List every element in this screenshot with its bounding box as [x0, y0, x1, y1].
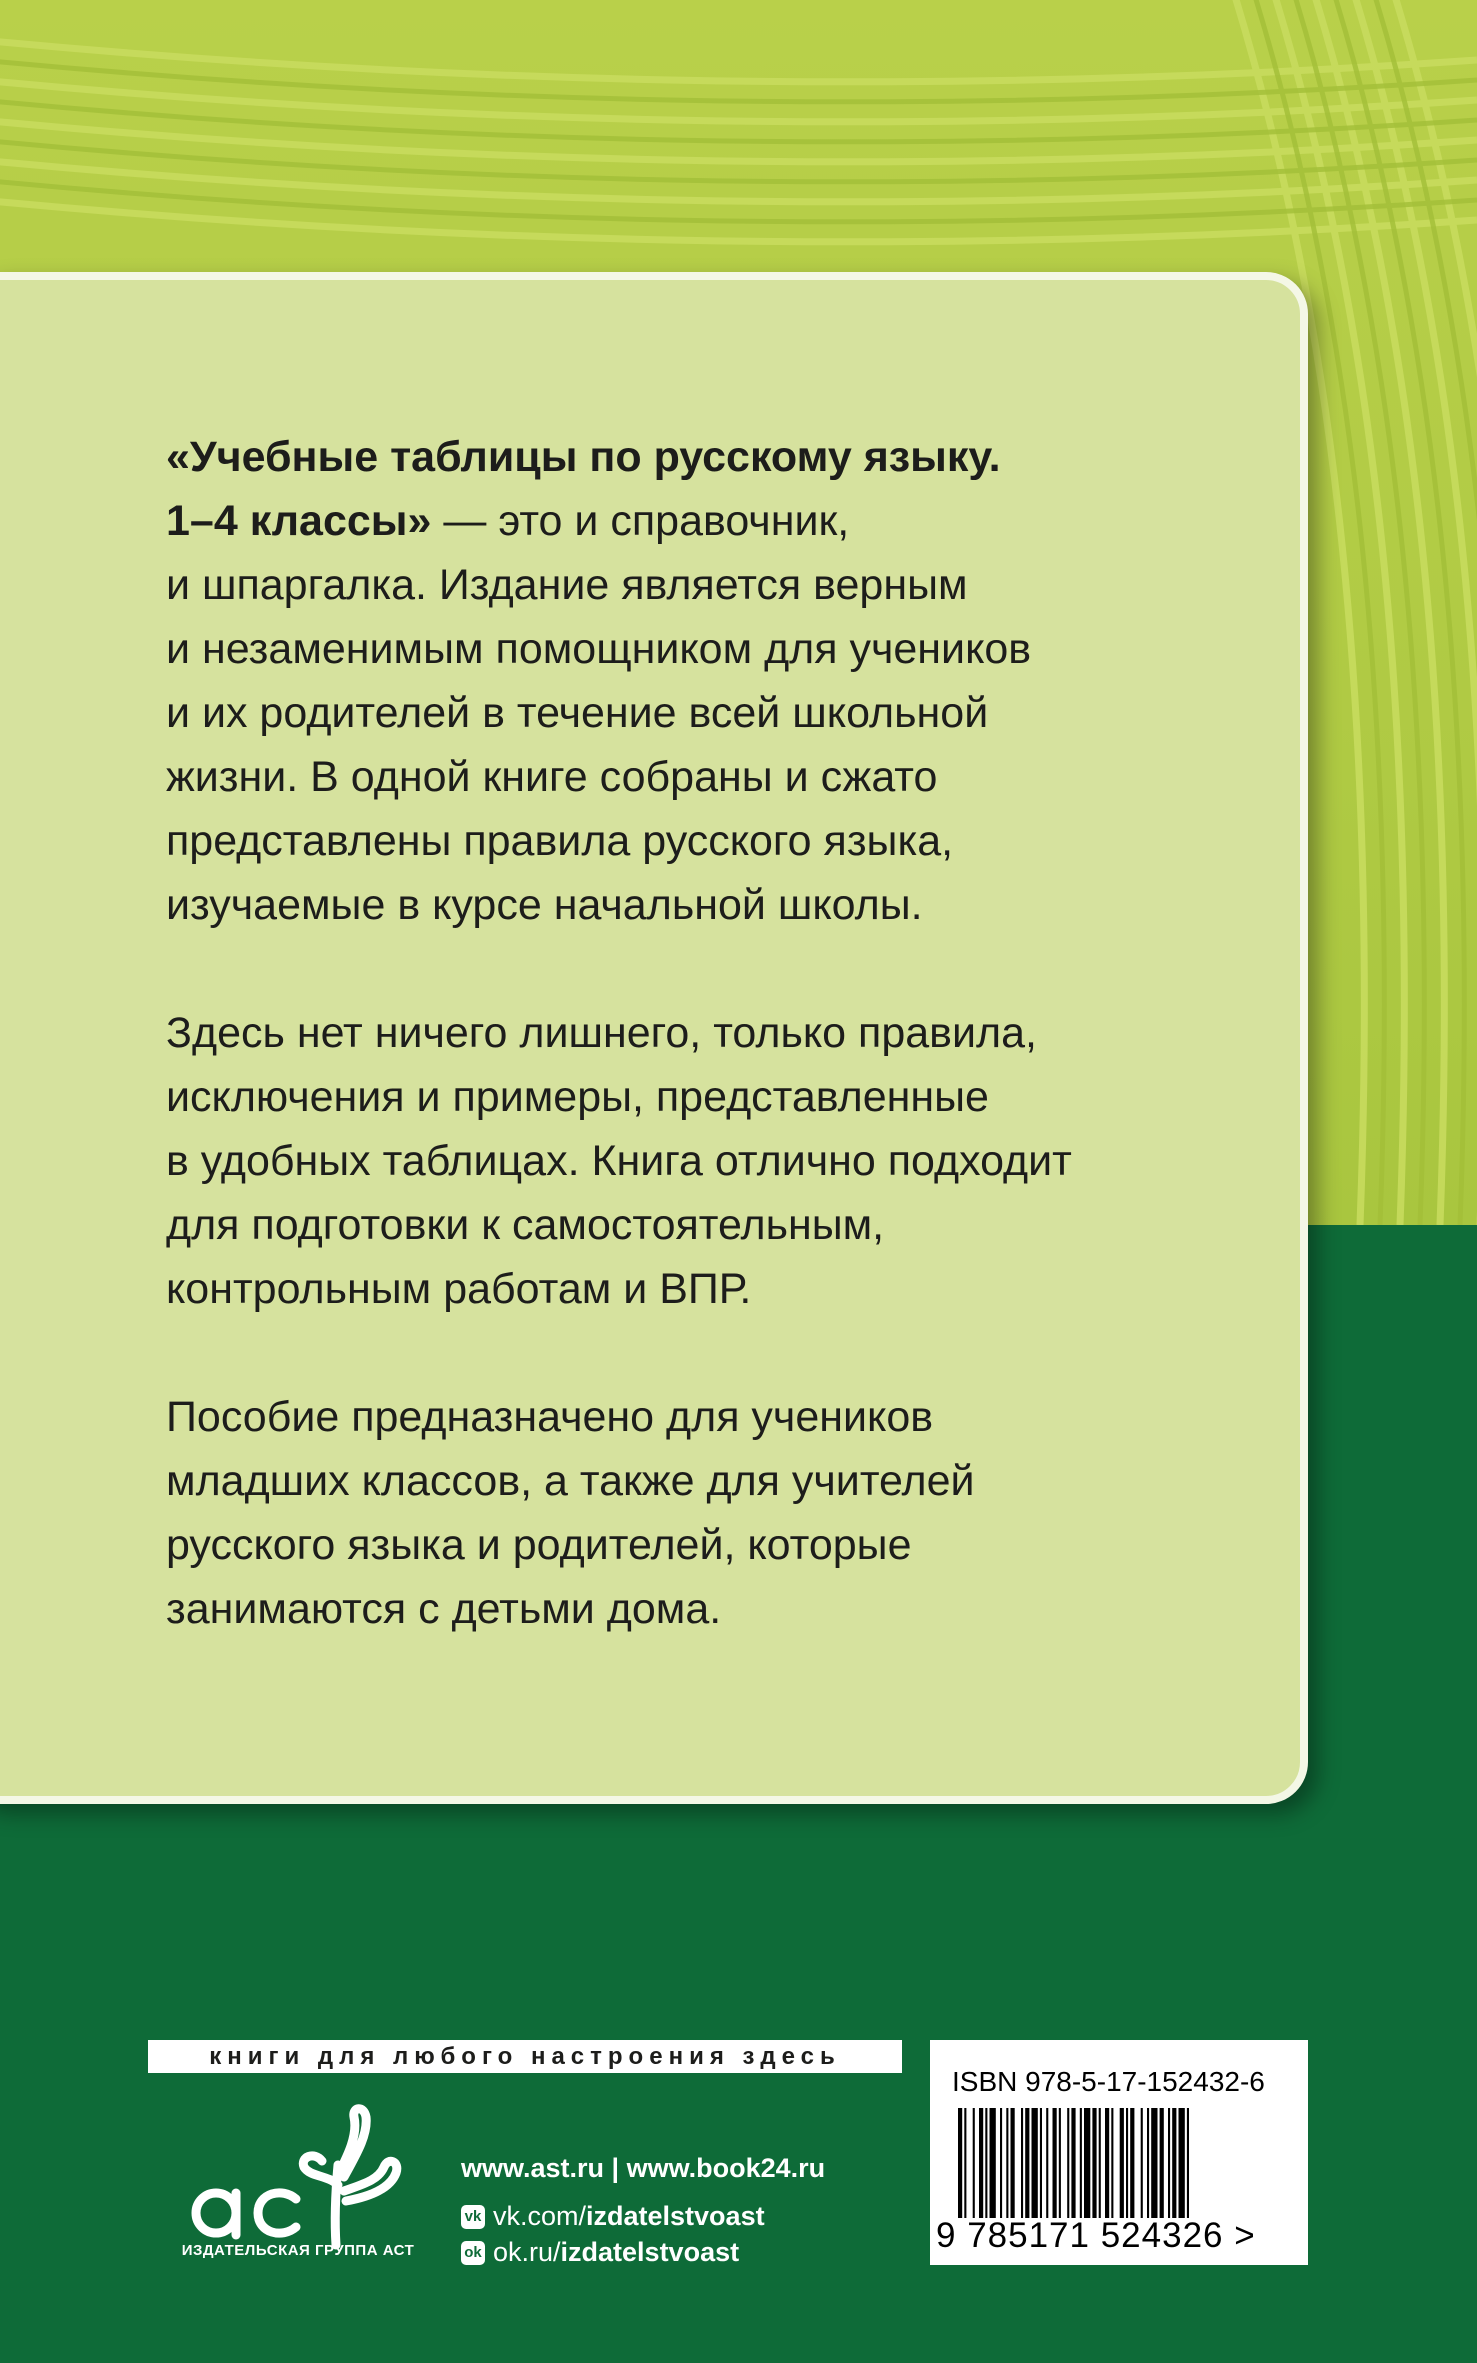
description-line	[166, 617, 1246, 681]
description-line	[166, 681, 1246, 745]
description-line-segment: жизни. В одной книге собраны и сжато	[166, 753, 938, 801]
description-line-segment: изучаемые в курсе начальной школы.	[166, 881, 923, 929]
description-line-segment: — это и справочник,	[431, 497, 850, 545]
barcode-icon	[958, 2108, 1278, 2218]
vk-handle: izdatelstvoast	[586, 2201, 765, 2231]
description-line-segment: 1–4 классы»	[166, 497, 432, 545]
ok-icon: ok	[461, 2241, 485, 2265]
description-line-segment: и шпаргалка. Издание является верным	[166, 561, 968, 609]
description-paragraph-2	[166, 1001, 1246, 1321]
description-line: исключения и примеры, представленные	[166, 1073, 989, 1121]
description-line: Пособие предназначено для учеников	[166, 1393, 934, 1441]
vk-link[interactable]	[461, 2201, 765, 2232]
description-line-segment: представлены правила русского языка,	[166, 817, 954, 865]
description-line-segment: «Учебные таблицы по русскому языку.	[166, 433, 1001, 481]
description-text	[166, 425, 1246, 1705]
web-links[interactable]: www.ast.ru | www.book24.ru	[461, 2153, 826, 2183]
description-line-segment: и их родителей в течение всей школьной	[166, 689, 989, 737]
description-line: младших классов, а также для учителей	[166, 1457, 975, 1505]
description-line-segment: и незаменимым помощником для учеников	[166, 625, 1032, 673]
description-line	[166, 489, 1246, 553]
ok-prefix: ok.ru/	[493, 2237, 561, 2267]
barcode-digits: 9 785171 524326 >	[936, 2216, 1256, 2255]
description-paragraph-1	[166, 425, 1246, 937]
ast-logo	[178, 2095, 418, 2255]
description-line: Здесь нет ничего лишнего, только правила,	[166, 1009, 1037, 1057]
description-line: русского языка и родителей, которые	[166, 1521, 912, 1569]
description-paragraph-3	[166, 1385, 1246, 1641]
description-line	[166, 553, 1246, 617]
vk-prefix: vk.com/	[493, 2201, 587, 2231]
isbn-box	[930, 2040, 1308, 2265]
description-line	[166, 873, 1246, 937]
description-line	[166, 809, 1246, 873]
description-line: занимаются с детьми дома.	[166, 1585, 722, 1633]
description-line: в удобных таблицах. Книга отлично подходит	[166, 1137, 1072, 1185]
description-line	[166, 425, 1246, 489]
ok-link[interactable]	[461, 2237, 739, 2268]
logo-caption: ИЗДАТЕЛЬСКАЯ ГРУППА АСТ	[181, 2242, 415, 2259]
description-line	[166, 745, 1246, 809]
description-line: контрольным работам и ВПР.	[166, 1265, 752, 1313]
slogan-bar: книги для любого настроения здесь	[148, 2040, 902, 2073]
description-line: для подготовки к самостоятельным,	[166, 1201, 885, 1249]
isbn-label: ISBN 978-5-17-152432-6	[952, 2066, 1265, 2097]
vk-icon: vk	[461, 2205, 485, 2229]
ok-handle: izdatelstvoast	[560, 2237, 740, 2267]
